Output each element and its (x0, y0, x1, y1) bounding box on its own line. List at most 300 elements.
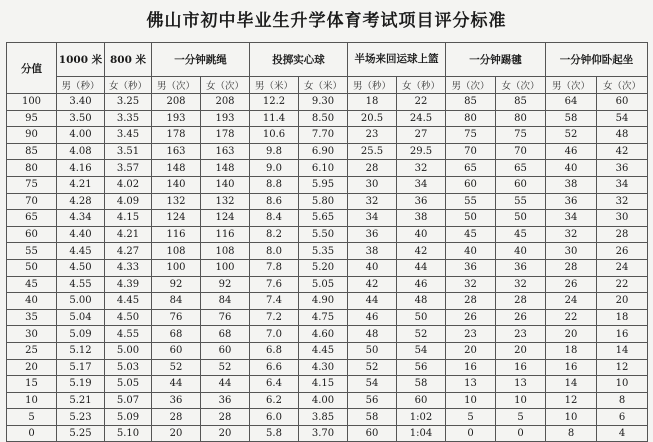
table-cell: 4.15 (105, 210, 152, 227)
table-cell: 40 (397, 226, 446, 243)
shuttlecock-header: 一分钟踢毽 (446, 43, 546, 77)
score-cell: 45 (7, 276, 57, 293)
score-cell: 85 (7, 143, 57, 160)
table-cell: 28 (597, 226, 648, 243)
table-cell: 60 (201, 342, 250, 359)
subheader-cell: 男（米） (250, 77, 299, 94)
table-cell: 28 (152, 409, 201, 426)
table-cell: 50 (348, 342, 397, 359)
basketball-header: 半场来回运球上篮 (348, 43, 446, 77)
table-cell: 18 (597, 309, 648, 326)
table-cell: 148 (201, 160, 250, 177)
table-cell: 1:02 (397, 409, 446, 426)
table-cell: 56 (397, 359, 446, 376)
table-cell: 9.8 (250, 143, 299, 160)
table-cell: 208 (152, 94, 201, 111)
table-cell: 5 (496, 409, 546, 426)
table-cell: 23 (446, 326, 496, 343)
table-cell: 163 (201, 143, 250, 160)
subheader-row (7, 77, 648, 94)
table-cell: 48 (397, 293, 446, 310)
table-cell: 36 (446, 259, 496, 276)
table-cell: 60 (597, 94, 648, 111)
table-cell: 48 (597, 127, 648, 144)
subheader-cell: 男（秒） (57, 77, 105, 94)
subheader-cell: 女（次） (496, 77, 546, 94)
table-cell: 4.15 (299, 376, 348, 393)
table-cell: 23 (496, 326, 546, 343)
table-body (7, 94, 648, 442)
table-cell: 124 (201, 210, 250, 227)
table-cell: 32 (597, 193, 648, 210)
table-cell: 5.25 (57, 425, 105, 442)
table-cell: 108 (201, 243, 250, 260)
table-cell: 7.8 (250, 259, 299, 276)
table-cell: 8 (597, 392, 648, 409)
table-cell: 18 (546, 342, 597, 359)
table-cell: 5.00 (57, 293, 105, 310)
score-cell: 80 (7, 160, 57, 177)
table-cell: 38 (348, 243, 397, 260)
score-cell: 20 (7, 359, 57, 376)
table-cell: 18 (348, 94, 397, 111)
score-cell: 55 (7, 243, 57, 260)
table-cell: 4 (597, 425, 648, 442)
table-cell: 5.50 (299, 226, 348, 243)
table-cell: 36 (201, 392, 250, 409)
run1000-header: 1000 米 (57, 43, 105, 77)
table-cell: 4.08 (57, 143, 105, 160)
table-cell: 34 (397, 176, 446, 193)
table-cell: 8.8 (250, 176, 299, 193)
table-cell: 5.23 (57, 409, 105, 426)
table-cell: 23 (348, 127, 397, 144)
table-cell: 5.07 (105, 392, 152, 409)
table-cell: 24 (597, 259, 648, 276)
table-cell: 40 (546, 160, 597, 177)
table-cell: 5.19 (57, 376, 105, 393)
table-cell: 58 (348, 409, 397, 426)
subheader-cell: 男（次） (152, 77, 201, 94)
table-cell: 3.85 (299, 409, 348, 426)
table-cell: 42 (597, 143, 648, 160)
score-cell: 0 (7, 425, 57, 442)
table-row (7, 425, 648, 442)
table-cell: 4.90 (299, 293, 348, 310)
table-cell: 25.5 (348, 143, 397, 160)
table-cell: 11.4 (250, 110, 299, 127)
table-cell: 3.25 (105, 94, 152, 111)
table-cell: 58 (397, 376, 446, 393)
table-cell: 4.75 (299, 309, 348, 326)
table-cell: 76 (201, 309, 250, 326)
table-cell: 28 (446, 293, 496, 310)
table-cell: 84 (152, 293, 201, 310)
table-cell: 24.5 (397, 110, 446, 127)
table-cell: 13 (496, 376, 546, 393)
table-cell: 44 (348, 293, 397, 310)
table-cell: 60 (397, 392, 446, 409)
table-row (7, 127, 648, 144)
table-cell: 5.04 (57, 309, 105, 326)
table-cell: 36 (397, 193, 446, 210)
table-cell: 5 (446, 409, 496, 426)
table-row (7, 143, 648, 160)
table-cell: 208 (201, 94, 250, 111)
table-cell: 29.5 (397, 143, 446, 160)
subheader-cell: 男（次） (446, 77, 496, 94)
table-cell: 10 (597, 376, 648, 393)
score-header: 分值 (7, 43, 57, 94)
table-cell: 132 (201, 193, 250, 210)
table-cell: 4.21 (57, 176, 105, 193)
table-cell: 48 (348, 326, 397, 343)
table-cell: 8.50 (299, 110, 348, 127)
table-row (7, 276, 648, 293)
table-cell: 3.57 (105, 160, 152, 177)
table-cell: 80 (496, 110, 546, 127)
table-cell: 3.35 (105, 110, 152, 127)
table-cell: 5.95 (299, 176, 348, 193)
table-cell: 55 (446, 193, 496, 210)
table-cell: 85 (496, 94, 546, 111)
table-cell: 36 (496, 259, 546, 276)
table-cell: 10 (446, 392, 496, 409)
table-cell: 0 (446, 425, 496, 442)
table-cell: 28 (348, 160, 397, 177)
table-cell: 60 (348, 425, 397, 442)
table-cell: 46 (546, 143, 597, 160)
table-cell: 3.40 (57, 94, 105, 111)
subheader-cell: 女（秒） (105, 77, 152, 94)
table-cell: 9.0 (250, 160, 299, 177)
table-cell: 36 (152, 392, 201, 409)
table-cell: 100 (201, 259, 250, 276)
table-cell: 5.17 (57, 359, 105, 376)
score-cell: 95 (7, 110, 57, 127)
table-cell: 26 (546, 276, 597, 293)
table-cell: 16 (446, 359, 496, 376)
table-cell: 38 (546, 176, 597, 193)
table-cell: 36 (597, 160, 648, 177)
table-cell: 12.2 (250, 94, 299, 111)
table-cell: 163 (152, 143, 201, 160)
table-cell: 5.35 (299, 243, 348, 260)
table-cell: 4.28 (57, 193, 105, 210)
table-cell: 14 (546, 376, 597, 393)
table-cell: 30 (546, 243, 597, 260)
table-cell: 108 (152, 243, 201, 260)
table-cell: 32 (348, 193, 397, 210)
score-cell: 75 (7, 176, 57, 193)
table-cell: 7.6 (250, 276, 299, 293)
table-row (7, 376, 648, 393)
table-cell: 40 (348, 259, 397, 276)
table-cell: 5.65 (299, 210, 348, 227)
table-cell: 4.60 (299, 326, 348, 343)
table-cell: 8.4 (250, 210, 299, 227)
table-cell: 30 (597, 210, 648, 227)
score-cell: 10 (7, 392, 57, 409)
table-cell: 4.50 (57, 259, 105, 276)
score-cell: 90 (7, 127, 57, 144)
table-cell: 34 (546, 210, 597, 227)
table-cell: 6.6 (250, 359, 299, 376)
table-row (7, 160, 648, 177)
table-cell: 52 (152, 359, 201, 376)
table-cell: 4.30 (299, 359, 348, 376)
table-cell: 76 (152, 309, 201, 326)
table-cell: 3.45 (105, 127, 152, 144)
table-cell: 20 (546, 326, 597, 343)
table-cell: 10.6 (250, 127, 299, 144)
table-row (7, 94, 648, 111)
table-cell: 12 (597, 359, 648, 376)
table-cell: 40 (446, 243, 496, 260)
table-cell: 178 (152, 127, 201, 144)
subheader-cell: 男（次） (546, 77, 597, 94)
table-cell: 34 (348, 210, 397, 227)
table-cell: 5.09 (105, 409, 152, 426)
table-cell: 178 (201, 127, 250, 144)
table-cell: 56 (348, 392, 397, 409)
table-cell: 8 (546, 425, 597, 442)
table-cell: 30 (348, 176, 397, 193)
table-cell: 32 (496, 276, 546, 293)
table-cell: 16 (496, 359, 546, 376)
header-row (7, 43, 648, 77)
table-cell: 20 (152, 425, 201, 442)
table-cell: 32 (446, 276, 496, 293)
table-cell: 70 (446, 143, 496, 160)
table-row (7, 176, 648, 193)
table-cell: 193 (201, 110, 250, 127)
score-cell: 15 (7, 376, 57, 393)
table-cell: 44 (397, 259, 446, 276)
table-cell: 5.12 (57, 342, 105, 359)
table-cell: 5.05 (299, 276, 348, 293)
table-cell: 14 (597, 342, 648, 359)
table-cell: 60 (152, 342, 201, 359)
table-cell: 5.80 (299, 193, 348, 210)
table-cell: 6.10 (299, 160, 348, 177)
table-row (7, 110, 648, 127)
subheader-cell: 女（次） (201, 77, 250, 94)
table-cell: 27 (397, 127, 446, 144)
table-cell: 32 (546, 226, 597, 243)
table-cell: 148 (152, 160, 201, 177)
score-cell: 70 (7, 193, 57, 210)
table-cell: 42 (397, 243, 446, 260)
table-cell: 8.2 (250, 226, 299, 243)
table-cell: 42 (348, 276, 397, 293)
table-cell: 8.0 (250, 243, 299, 260)
score-cell: 25 (7, 342, 57, 359)
run800-header: 800 米 (105, 43, 152, 77)
table-cell: 6 (597, 409, 648, 426)
table-cell: 100 (152, 259, 201, 276)
table-cell: 92 (152, 276, 201, 293)
table-cell: 4.50 (105, 309, 152, 326)
table-cell: 10 (496, 392, 546, 409)
table-cell: 52 (201, 359, 250, 376)
table-cell: 20.5 (348, 110, 397, 127)
table-cell: 6.2 (250, 392, 299, 409)
table-cell: 54 (348, 376, 397, 393)
table-cell: 7.0 (250, 326, 299, 343)
table-cell: 4.33 (105, 259, 152, 276)
table-cell: 132 (152, 193, 201, 210)
table-cell: 50 (446, 210, 496, 227)
table-cell: 38 (397, 210, 446, 227)
table-cell: 116 (201, 226, 250, 243)
table-cell: 52 (546, 127, 597, 144)
table-cell: 16 (546, 359, 597, 376)
table-cell: 24 (546, 293, 597, 310)
table-cell: 4.02 (105, 176, 152, 193)
table-cell: 5.05 (105, 376, 152, 393)
table-cell: 60 (446, 176, 496, 193)
subheader-cell: 女（秒） (397, 77, 446, 94)
table-row (7, 226, 648, 243)
table-cell: 22 (397, 94, 446, 111)
page-title: 佛山市初中毕业生升学体育考试项目评分标准 (146, 11, 507, 31)
table-cell: 26 (446, 309, 496, 326)
table-cell: 5.10 (105, 425, 152, 442)
table-cell: 5.03 (105, 359, 152, 376)
table-cell: 20 (201, 425, 250, 442)
table-cell: 55 (496, 193, 546, 210)
table-cell: 65 (496, 160, 546, 177)
table-cell: 54 (397, 342, 446, 359)
table-header (7, 43, 648, 94)
table-cell: 7.4 (250, 293, 299, 310)
table-cell: 7.70 (299, 127, 348, 144)
table-cell: 80 (446, 110, 496, 127)
table-row (7, 326, 648, 343)
score-cell: 65 (7, 210, 57, 227)
table-cell: 52 (348, 359, 397, 376)
table-cell: 54 (597, 110, 648, 127)
table-cell: 50 (496, 210, 546, 227)
table-cell: 4.09 (105, 193, 152, 210)
table-cell: 85 (446, 94, 496, 111)
table-cell: 26 (597, 243, 648, 260)
table-row (7, 259, 648, 276)
table-cell: 7.2 (250, 309, 299, 326)
table-cell: 68 (152, 326, 201, 343)
table-row (7, 392, 648, 409)
table-cell: 5.21 (57, 392, 105, 409)
table-cell: 4.55 (57, 276, 105, 293)
table-cell: 20 (446, 342, 496, 359)
table-row (7, 409, 648, 426)
table-row (7, 293, 648, 310)
table-cell: 4.16 (57, 160, 105, 177)
table-cell: 6.4 (250, 376, 299, 393)
score-cell: 5 (7, 409, 57, 426)
table-row (7, 309, 648, 326)
table-cell: 84 (201, 293, 250, 310)
table-cell: 44 (152, 376, 201, 393)
table-cell: 28 (546, 259, 597, 276)
table-cell: 4.00 (57, 127, 105, 144)
table-row (7, 359, 648, 376)
table-cell: 70 (496, 143, 546, 160)
table-cell: 16 (597, 326, 648, 343)
table-cell: 20 (496, 342, 546, 359)
table-cell: 28 (496, 293, 546, 310)
table-cell: 58 (546, 110, 597, 127)
table-cell: 36 (546, 193, 597, 210)
table-cell: 12 (546, 392, 597, 409)
subheader-cell: 女（米） (299, 77, 348, 94)
table-cell: 4.00 (299, 392, 348, 409)
table-row (7, 193, 648, 210)
table-cell: 4.40 (57, 226, 105, 243)
table-row (7, 210, 648, 227)
score-cell: 100 (7, 94, 57, 111)
table-cell: 60 (496, 176, 546, 193)
table-cell: 45 (446, 226, 496, 243)
table-cell: 6.0 (250, 409, 299, 426)
table-cell: 8.6 (250, 193, 299, 210)
table-cell: 116 (152, 226, 201, 243)
table-cell: 32 (397, 160, 446, 177)
table-cell: 4.55 (105, 326, 152, 343)
score-cell: 60 (7, 226, 57, 243)
table-cell: 34 (597, 176, 648, 193)
table-cell: 1:04 (397, 425, 446, 442)
table-cell: 140 (201, 176, 250, 193)
table-cell: 68 (201, 326, 250, 343)
table-cell: 22 (546, 309, 597, 326)
table-cell: 4.27 (105, 243, 152, 260)
table-row (7, 243, 648, 260)
ball-header: 投掷实心球 (250, 43, 348, 77)
table-cell: 9.30 (299, 94, 348, 111)
table-cell: 4.39 (105, 276, 152, 293)
table-cell: 40 (496, 243, 546, 260)
table-cell: 5.20 (299, 259, 348, 276)
table-cell: 4.45 (299, 342, 348, 359)
score-cell: 50 (7, 259, 57, 276)
table-cell: 0 (496, 425, 546, 442)
table-cell: 26 (496, 309, 546, 326)
table-cell: 10 (546, 409, 597, 426)
table-cell: 124 (152, 210, 201, 227)
table-cell: 52 (397, 326, 446, 343)
table-cell: 193 (152, 110, 201, 127)
table-cell: 4.21 (105, 226, 152, 243)
table-cell: 5.00 (105, 342, 152, 359)
table-cell: 3.51 (105, 143, 152, 160)
table-cell: 46 (348, 309, 397, 326)
table-cell: 64 (546, 94, 597, 111)
table-cell: 75 (496, 127, 546, 144)
table-cell: 92 (201, 276, 250, 293)
table-cell: 20 (597, 293, 648, 310)
table-cell: 45 (496, 226, 546, 243)
table-cell: 22 (597, 276, 648, 293)
table-cell: 65 (446, 160, 496, 177)
score-cell: 40 (7, 293, 57, 310)
score-cell: 35 (7, 309, 57, 326)
situp-header: 一分钟仰卧起坐 (546, 43, 648, 77)
rope-header: 一分钟跳绳 (152, 43, 250, 77)
score-table (6, 42, 648, 442)
table-cell: 4.45 (105, 293, 152, 310)
